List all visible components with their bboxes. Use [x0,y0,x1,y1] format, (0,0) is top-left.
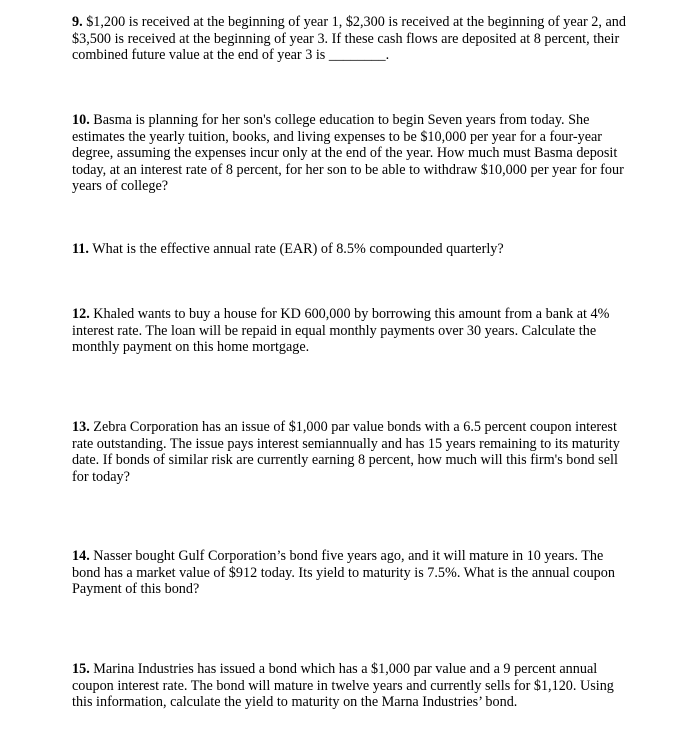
question-13 [72,419,628,485]
question-text: Basma is planning for her son's college education to begin Seven years from today. She estimates the yearly tuition, books, and living expenses to be $10,000 per year for a four-year degree, assuming the expenses incur only at the end of the year. How much must Basma deposit today, at an interest rate of 8 percent, for her son to be able to withdraw $10,000 per year for four years of college? [72,112,624,195]
question-number: 9. [72,14,83,30]
question-11 [72,241,628,258]
question-number: 15. [72,661,90,677]
question-text: Zebra Corporation has an issue of $1,000 par value bonds with a 6.5 percent coupon interest rate outstanding. The issue pays interest semiannually and has 15 years remaining to its maturity date. If bonds of similar risk are currently earning 8 percent, how much will this firm's bond sell for today? [72,419,620,485]
question-9 [72,14,628,64]
question-12 [72,306,628,356]
question-10 [72,112,628,195]
question-15 [72,661,628,711]
question-number: 10. [72,112,90,128]
question-text: $1,200 is received at the beginning of year 1, $2,300 is received at the beginning of year 2, and $3,500 is received at the beginning of year 3. If these cash flows are deposited at 8 percent, their combined future value at the end of year 3 is ________. [72,14,626,64]
question-text: What is the effective annual rate (EAR) of 8.5% compounded quarterly? [88,241,504,257]
question-number: 12. [72,306,90,322]
question-text: Marina Industries has issued a bond which has a $1,000 par value and a 9 percent annual coupon interest rate. The bond will mature in twelve years and currently sells for $1,120. Using this information, calculate the yield to maturity on the Marna Industries’ bond. [72,661,614,711]
question-number: 13. [72,419,90,435]
question-number: 11. [72,241,89,257]
question-number: 14. [72,548,90,564]
question-text: Nasser bought Gulf Corporation’s bond five years ago, and it will mature in 10 years. The bond has a market value of $912 today. Its yield to maturity is 7.5%. What is the annual coupon Payment of this bond? [72,548,615,598]
question-text: Khaled wants to buy a house for KD 600,000 by borrowing this amount from a bank at 4% interest rate. The loan will be repaid in equal monthly payments over 30 years. Calculate the monthly payment on this home mortgage. [72,306,610,356]
question-14 [72,548,628,598]
